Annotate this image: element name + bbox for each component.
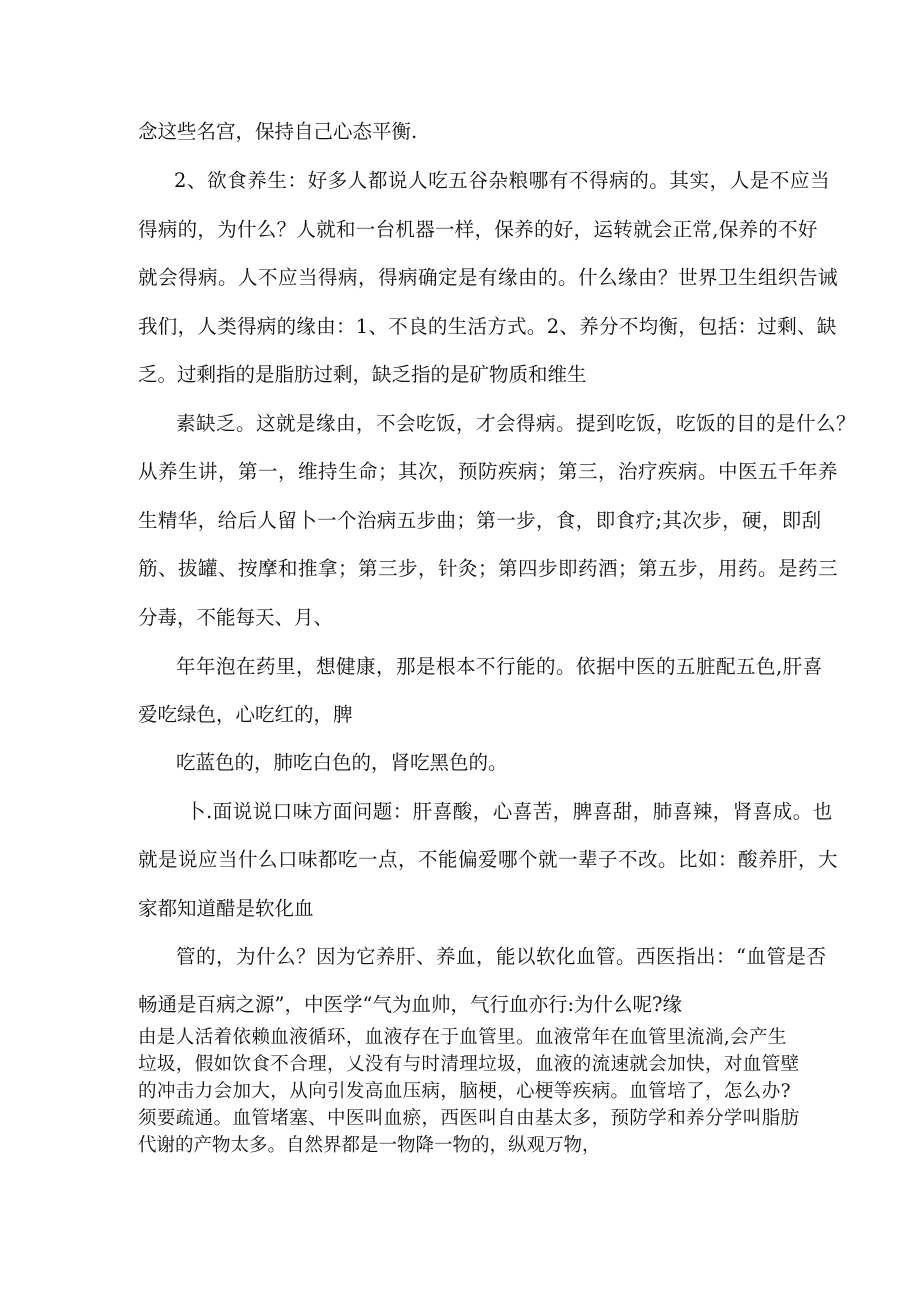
text-line-17: 家都知道醋是软化血 [138,897,314,920]
text-line-4: 就会得病。人不应当得病，得病确定是有缘由的。什么缘由？世界卫生组织告诫 [138,266,839,289]
text-line-19: 畅通是百病之源”，中医学“气为血帅，气行血亦行:为什么呢?缘 [138,993,682,1016]
text-line-3: 得病的，为什么？人就和一台机器一样，保养的好，运转就会正常,保养的不好 [138,218,818,241]
text-line-15: 卜.面说说口味方面问题：肝喜酸，心喜苦，脾喜甜，肺喜辣，肾喜成。也 [186,800,833,823]
text-line-14: 吃蓝色的，肺吃白色的，肾吃黑色的。 [176,751,508,774]
text-line-21: 垃圾，假如饮食不合理，乂没有与时清理垃圾，血液的流速就会加快，对血管壁 [138,1054,800,1075]
text-line-9: 生精华，给后人留卜一个治病五步曲；第一步，食，即食疗;其次步，硬，即刮 [138,509,822,532]
text-line-18: 管的，为什么？因为它养肝、养血，能以软化血管。西医指出：“血管是否 [176,945,827,968]
text-line-1: 念这些名宫，保持自己心态平衡. [138,120,418,143]
text-line-10: 筋、拔罐、按摩和推拿；第三步，针灸；第四步即药酒；第五步，用药。是药三 [138,557,839,580]
text-line-22: 的冲击力会加大，从向引发高血压病，脑梗，心梗等疾病。血管培了，怎么办? [138,1081,791,1102]
text-line-5: 我们，人类得病的缘由：1、不良的生活方式。2、养分不均衡，包括：过剩、缺 [138,315,837,338]
text-line-13: 爱吃绿色，心吃红的，脾 [138,703,353,726]
text-line-24: 代谢的产物太多。自然界都是一物降一物的，纵观万物， [138,1135,601,1156]
text-line-6: 乏。过剩指的是脂肪过剩，缺乏指的是矿物质和维生 [138,363,587,386]
text-line-2: 2、欲食养生：好多人都说人吃五谷杂粮哪有不得病的。其实，人是不应当 [174,169,831,192]
text-line-23: 须要疏通。血管堵塞、中医叫血瘀，西医叫自由基太多，预防学和养分学叫脂肪 [138,1108,800,1129]
text-line-8: 从养生讲，第一，维持生命；其次，预防疾病；第三，治疗疾病。中医五千年养 [138,460,839,483]
text-line-11: 分毒，不能每天、月、 [138,606,334,629]
text-line-7: 素缺乏。这就是缘由，不会吃饭，才会得病。提到吃饭，吃饭的目的是什么？ [176,412,857,435]
text-line-12: 年年泡在药里，想健康，那是根本不行能的。依据中医的五脏配五色,肝喜 [176,655,823,678]
text-line-16: 就是说应当什么口味都吃一点，不能偏爱哪个就一辈子不改。比如：酸养肝，大 [138,848,839,871]
text-line-20: 由是人活着依赖血液循环，血液存在于血管里。血液常年在血管里流淌,会产生 [138,1027,787,1048]
